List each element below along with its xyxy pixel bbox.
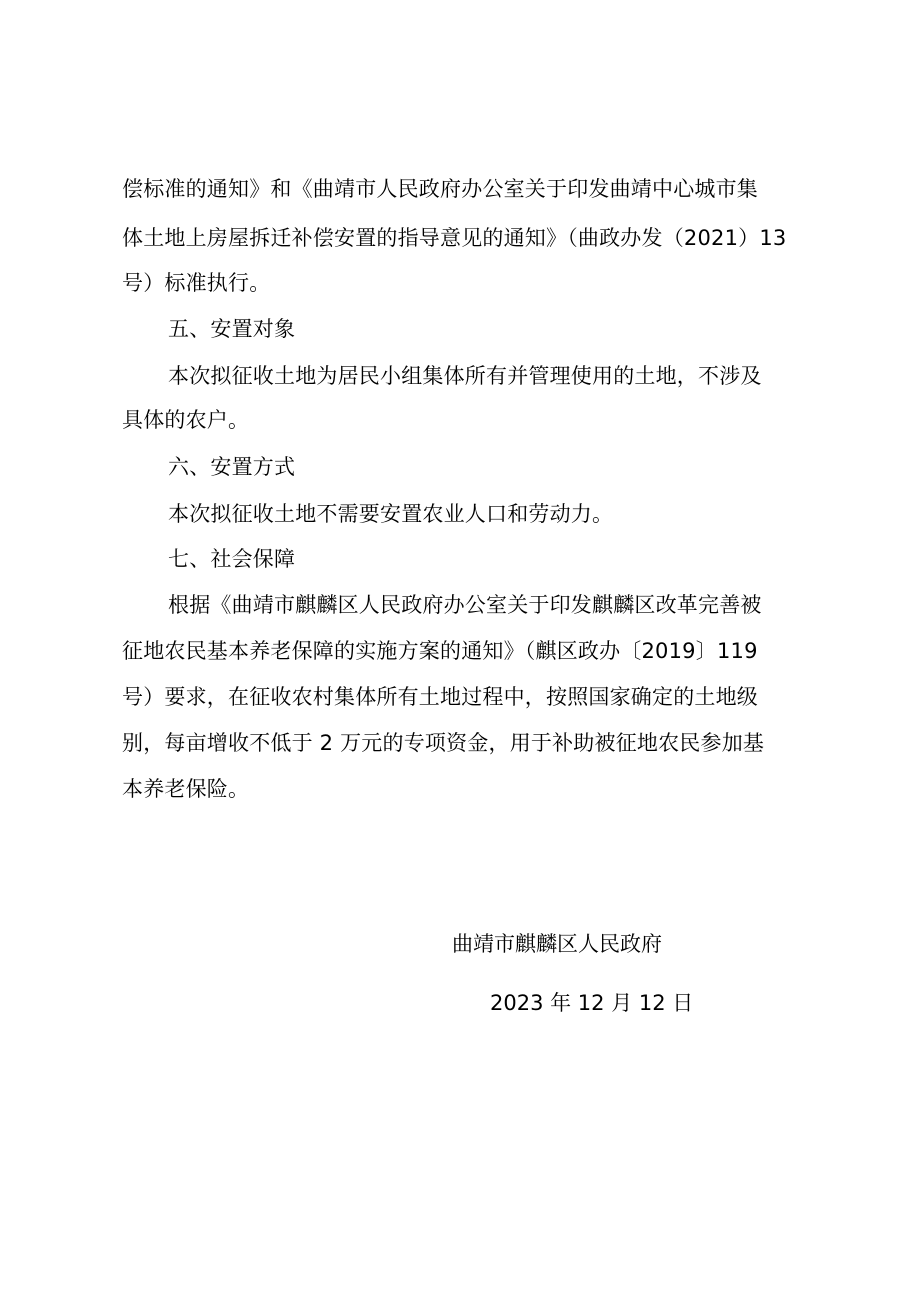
section-heading: 六、安置方式 — [168, 455, 296, 479]
paragraph-line: 本次拟征收土地为居民小组集体所有并管理使用的土地，不涉及 — [168, 364, 762, 388]
signature-date: 2023 年 12 月 12 日 — [490, 991, 694, 1015]
paragraph-line: 根据《曲靖市麒麟区人民政府办公室关于印发麒麟区改革完善被 — [168, 593, 762, 617]
paragraph-line: 体土地上房屋拆迁补偿安置的指导意见的通知》（曲政办发（2021）13 — [122, 226, 787, 250]
section-heading: 七、社会保障 — [168, 547, 296, 571]
signature-organization: 曲靖市麒麟区人民政府 — [452, 932, 662, 956]
paragraph-line: 号）标准执行。 — [122, 271, 271, 295]
paragraph-line: 具体的农户。 — [122, 408, 250, 432]
paragraph-line: 号）要求，在征收农村集体所有土地过程中，按照国家确定的土地级 — [122, 685, 758, 709]
section-heading: 五、安置对象 — [168, 317, 296, 341]
paragraph-line: 征地农民基本养老保障的实施方案的通知》（麒区政办〔2019〕119 — [122, 639, 758, 663]
paragraph-line: 偿标准的通知》和《曲靖市人民政府办公室关于印发曲靖中心城市集 — [122, 177, 758, 201]
paragraph-line: 本养老保险。 — [122, 777, 250, 801]
paragraph-line: 别，每亩增收不低于 2 万元的专项资金，用于补助被征地农民参加基 — [122, 731, 765, 755]
paragraph-line: 本次拟征收土地不需要安置农业人口和劳动力。 — [168, 502, 614, 526]
